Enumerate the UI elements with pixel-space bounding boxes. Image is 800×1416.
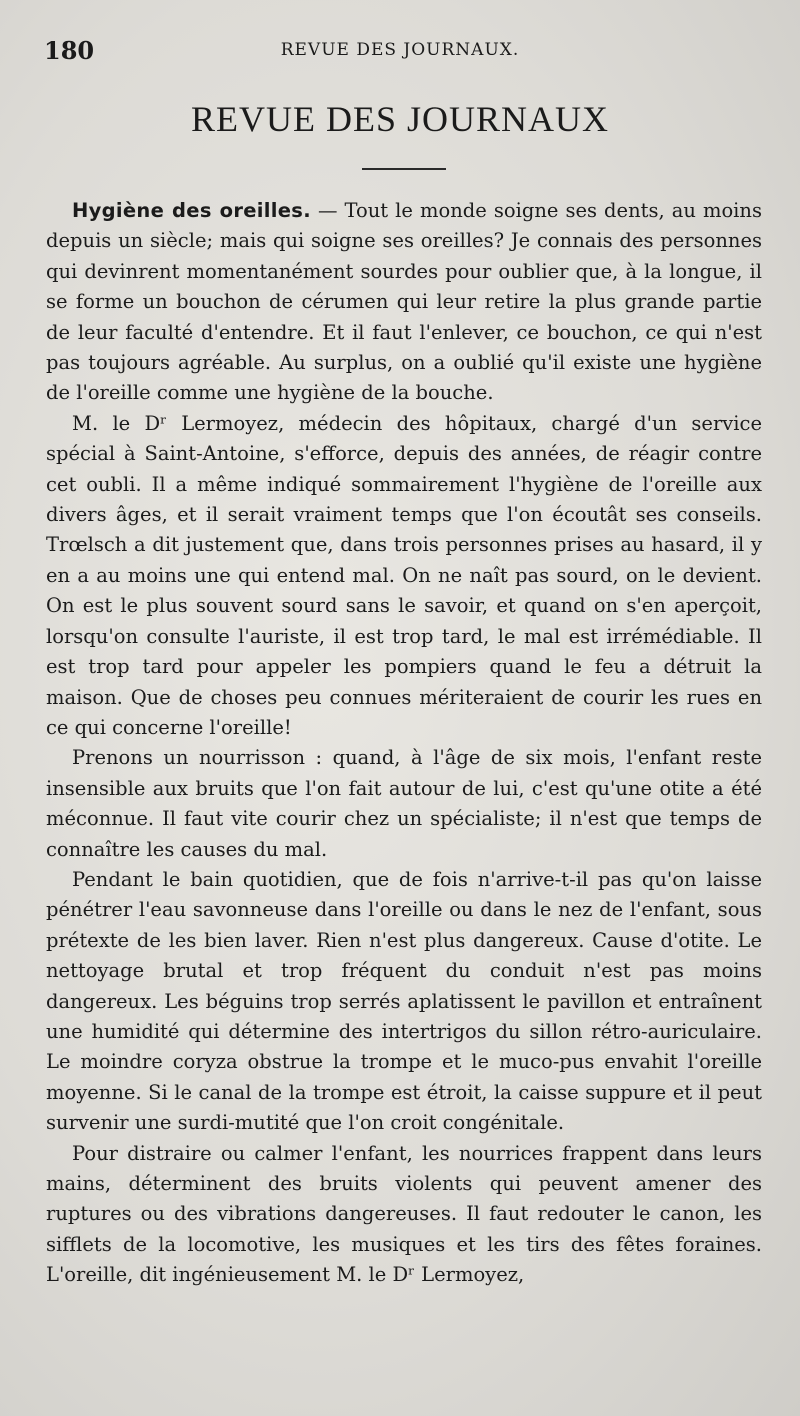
paragraph-5: Pour distraire ou calmer l'enfant, les nourrices frappent dans leurs mains, déterminent des bruits violents qui peuvent amener des ruptures ou des vibrations dangereuses. Il faut redouter le canon, les sifflets de la locomotive, les musiques et les tirs des fêtes foraines. L'oreille, dit ingénieusement M. le Dʳ Lermoyez,	[46, 1141, 762, 1287]
running-header	[44, 36, 756, 66]
paragraph-2: M. le Dʳ Lermoyez, médecin des hôpitaux, chargé d'un service spécial à Saint-Antoine, s'efforce, depuis des années, de réagir contre cet oubli. Il a même indiqué sommairement l'hygiène de l'oreille aux divers âges, et il serait vraiment temps que l'on écoutât ses conseils. Trœlsch a dit justement que, dans trois personnes prises au hasard, il y en a au moins une qui entend mal. On ne naît pas sourd, on le devient. On est le plus souvent sourd sans le savoir, et quand on s'en aperçoit, lorsqu'on consulte l'auriste, il est trop tard, le mal est irrémédiable. Il est trop tard pour appeler les pompiers quand le feu a détruit la maison. Que de choses peu connues mériteraient de courir les rues en ce qui concerne l'oreille!	[46, 411, 762, 739]
article-lead-title: Hygiène des oreilles.	[72, 199, 311, 222]
paragraph-1-text: — Tout le monde soigne ses dents, au moins depuis un siècle; mais qui soigne ses oreilles? Je connais des personnes qui devinrent momentanément sourdes pour oublier que, à la longue, il se forme un bouchon de cérumen qui leur retire la plus grande partie de leur faculté d'entendre. Et il faut l'enlever, ce bouchon, ce qui n'est pas toujours agréable. Au surplus, on a oublié qu'il existe une hygiène de l'oreille comme une hygiène de la bouche.	[46, 199, 762, 405]
title-divider	[362, 168, 446, 170]
paragraph-4: Pendant le bain quotidien, que de fois n'arrive-t-il pas qu'on laisse pénétrer l'eau savonneuse dans l'oreille ou dans le nez de l'enfant, sous prétexte de les bien laver. Rien n'est plus dangereux. Cause d'otite. Le nettoyage brutal et trop fréquent du conduit n'est pas moins dangereux. Les béguins trop serrés aplatissent le pavillon et entraînent une humidité qui détermine des intertrigos du sillon rétro-auriculaire. Le moindre coryza obstrue la trompe et le muco-pus envahit l'oreille moyenne. Si le canal de la trompe est étroit, la caisse suppure et il peut survenir une surdi-mutité que l'on croit congénitale.	[46, 867, 762, 1135]
running-title: REVUE DES JOURNAUX.	[280, 40, 520, 60]
article-body	[46, 196, 762, 1291]
section-title: REVUE DES JOURNAUX	[190, 99, 609, 139]
page-number: 180	[44, 36, 95, 65]
paragraph-3: Prenons un nourrisson : quand, à l'âge de six mois, l'enfant reste insensible aux bruits que l'on fait autour de lui, c'est qu'une otite a été méconnue. Il faut vite courir chez un spécialiste; il n'est que temps de connaître les causes du mal.	[46, 746, 762, 861]
paragraph-1	[46, 196, 762, 409]
